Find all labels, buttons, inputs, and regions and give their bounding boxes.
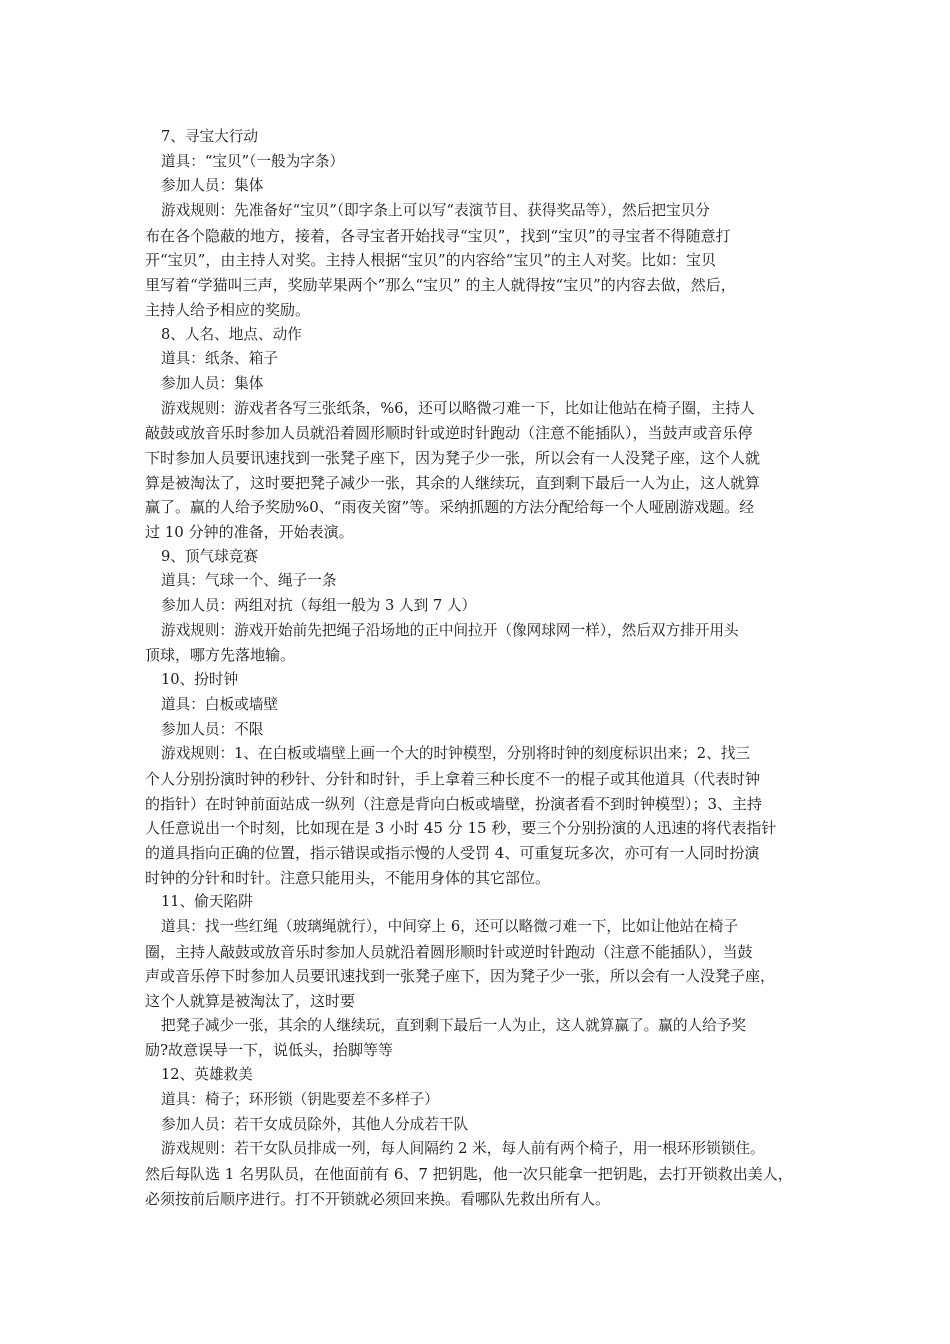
text-line: 7、寻宝大行动 [161,128,259,145]
text-line: 开“宝贝”，由主持人对奖。主持人根据“宝贝”的内容给“宝贝”的主人对奖。比如：宝贝 [145,251,717,270]
text-line: 的指针）在时钟前面站成一纵列（注意是背向白板或墙壁，扮演者看不到时钟模型）；3、主持 [145,794,763,813]
text-line: 参加人员：两组对抗（每组一般为 3 人到 7 人） [161,597,477,615]
text-line: 11、偷天陷阱 [161,893,253,911]
text-line: 游戏规则：先准备好“宝贝”（即字条上可以写“表演节目、获得奖品等），然后把宝贝分 [161,202,710,220]
text-line: 圈，主持人敲鼓或放音乐时参加人员就沿着圆形顺时针或逆时针跑动（注意不能插队），当鼓 [145,942,753,961]
text-line: 9、顶气球竞赛 [161,547,259,565]
text-line: 道具：纸条、箱子 [161,350,279,368]
text-line: 布在各个隐蔽的地方，接着，各寻宝者开始找寻“宝贝”，找到“宝贝”的寻宝者不得随意打 [145,226,731,245]
text-line: 然后每队选 1 名男队员，在他面前有 6、7 把钥匙，他一次只能拿一把钥匙，去打开锁救出美人， [145,1164,793,1183]
text-line: 游戏规则：1、在白板或墙壁上画一个大的时钟模型，分别将时钟的刻度标识出来；2、找三 [161,745,750,763]
text-line: 游戏规则：游戏开始前先把绳子沿场地的正中间拉开（像网球网一样），然后双方排开用头 [161,621,739,639]
text-line: 道具：“宝贝”（一般为字条） [161,152,345,170]
text-line: 算是被淘汰了，这时要把凳子减少一张，其余的人继续玩，直到剩下最后一人为止，这人就算 [145,473,761,492]
text-line: 敲鼓或放音乐时参加人员就沿着圆形顺时针或逆时针跑动（注意不能插队），当鼓声或音乐停 [145,424,753,443]
text-line: 个人分别扮演时钟的秒针、分针和时针，手上拿着三种长度不一的棍子或其他道具（代表时钟 [145,769,761,788]
text-line: 12、英雄救美 [161,1066,253,1084]
text-line: 主持人给予相应的奖励。 [145,300,311,319]
text-line: 参加人员：集体 [161,177,264,195]
text-line: 8、人名、地点、动作 [161,325,302,343]
document-body [145,125,815,1211]
text-line: 赢了。赢的人给予奖励%0、“雨夜关窗”等。采纳抓题的方法分配给每一个人哑剧游戏题。经 [145,498,755,517]
text-line: 道具：椅子；环形锁（钥匙要差不多样子） [161,1090,439,1108]
text-line: 里写着“学猫叫三声，奖励苹果两个”那么“宝贝” 的主人就得按“宝贝”的内容去做，然后， [145,276,736,295]
text-line: 顶球，哪方先落地输。 [145,646,296,665]
text-line: 道具：找一些红绳（玻璃绳就行），中间穿上 6，还可以略微刁难一下，比如让他站在椅子 [161,918,739,935]
text-line: 声或音乐停下时参加人员要讯速找到一张凳子座下，因为凳子少一张，所以会有一人没凳子座， [145,967,776,986]
text-line: 励?故意误导一下，说低头，抬脚等等 [145,1041,394,1060]
text-line: 过 10 分钟的准备，开始表演。 [145,523,354,541]
text-line: 的道具指向正确的位置，指示错误或指示慢的人受罚 4、可重复玩多次，亦可有一人同时扮演 [145,843,760,862]
text-line: 游戏规则：若干女队员排成一列，每人间隔约 2 米，每人前有两个椅子，用一根环形锁锁住。 [161,1140,765,1158]
text-line: 下时参加人员要讯速找到一张凳子座下，因为凳子少一张，所以会有一人没凳子座，这个人就 [145,448,761,467]
text-line: 这个人就算是被淘汰了，这时要 [145,992,356,1011]
text-line: 10、扮时钟 [161,671,239,689]
text-line: 参加人员：集体 [161,374,264,392]
text-line: 把凳子减少一张，其余的人继续玩，直到剩下最后一人为止，这人就算赢了。赢的人给予奖 [161,1016,747,1034]
text-line: 道具：气球一个、绳子一条 [161,572,337,590]
text-line: 必须按前后顺序进行。打不开锁就必须回来换。看哪队先救出所有人。 [145,1189,611,1208]
text-line: 时钟的分针和时针。注意只能用头，不能用身体的其它部位。 [145,868,551,887]
text-line: 人任意说出一个时刻，比如现在是 3 小时 45 分 15 秒，要三个分别扮演的人迅速的将代表指针 [145,819,777,838]
text-line: 道具：白板或墙壁 [161,695,279,713]
text-line: 游戏规则：游戏者各写三张纸条，%6，还可以略微刁难一下，比如让他站在椅子圈，主持人 [161,399,755,417]
text-line: 参加人员：若干女成员除外，其他人分成若干队 [161,1115,469,1133]
text-line: 参加人员：不限 [161,720,264,738]
